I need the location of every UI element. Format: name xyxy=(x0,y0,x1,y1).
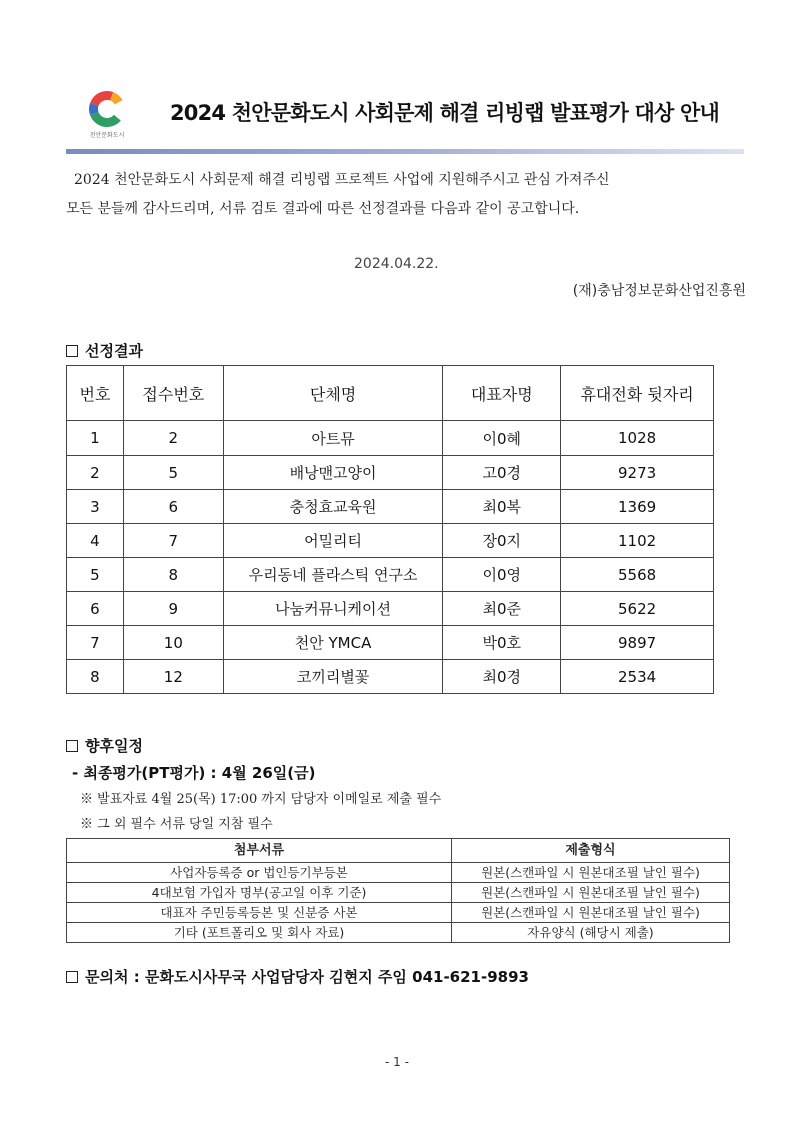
page-number: - 1 - xyxy=(385,1055,409,1069)
required-documents-table xyxy=(66,838,730,943)
cell-rep: 고0경 xyxy=(443,456,561,490)
cell-rep: 장0지 xyxy=(443,524,561,558)
logo-mark-icon xyxy=(82,90,132,130)
cell-group: 나눔커뮤니케이션 xyxy=(223,592,443,626)
schedule-heading xyxy=(66,735,143,756)
table-row xyxy=(67,903,730,923)
table-row xyxy=(67,883,730,903)
cell-group: 천안 YMCA xyxy=(223,626,443,660)
cell-rep: 최0경 xyxy=(443,660,561,694)
cell-phone: 2534 xyxy=(561,660,714,694)
table-row xyxy=(67,456,714,490)
table-row xyxy=(67,490,714,524)
logo-text: 천안문화도시 xyxy=(89,132,125,139)
col-header: 대표자명 xyxy=(443,366,561,421)
col-header: 첨부서류 xyxy=(67,839,452,863)
cell-document: 4대보험 가입자 명부(공고일 이후 기준) xyxy=(67,883,452,903)
cell-group: 충청효교육원 xyxy=(223,490,443,524)
cell-no: 2 xyxy=(67,456,124,490)
cell-rep: 최0복 xyxy=(443,490,561,524)
cell-no: 6 xyxy=(67,592,124,626)
cell-phone: 1028 xyxy=(561,421,714,456)
cell-receipt: 10 xyxy=(123,626,223,660)
table-row xyxy=(67,626,714,660)
cell-phone: 5622 xyxy=(561,592,714,626)
cell-document: 대표자 주민등록등본 및 신분증 사본 xyxy=(67,903,452,923)
cell-group: 어밀리티 xyxy=(223,524,443,558)
selection-table-header xyxy=(67,366,714,421)
contact-line xyxy=(66,966,529,987)
cell-rep: 최0준 xyxy=(443,592,561,626)
cell-receipt: 12 xyxy=(123,660,223,694)
cell-group: 우리동네 플라스틱 연구소 xyxy=(223,558,443,592)
col-header: 번호 xyxy=(67,366,124,421)
announcement-date: 2024.04.22. xyxy=(354,256,439,272)
intro-line-1: 2024 천안문화도시 사회문제 해결 리빙랩 프로젝트 사업에 지원해주시고 관심 가져주신 xyxy=(74,172,610,188)
cell-no: 7 xyxy=(67,626,124,660)
cell-no: 4 xyxy=(67,524,124,558)
cell-group: 배낭맨고양이 xyxy=(223,456,443,490)
cell-receipt: 8 xyxy=(123,558,223,592)
checkbox-square-icon xyxy=(66,345,78,357)
documents-table-header xyxy=(67,839,730,863)
schedule-note-2: ※ 그 외 필수 서류 당일 지참 필수 xyxy=(80,817,273,832)
selection-table xyxy=(66,365,714,694)
table-row xyxy=(67,923,730,943)
col-header: 휴대전화 뒷자리 xyxy=(561,366,714,421)
cell-phone: 9897 xyxy=(561,626,714,660)
cell-receipt: 7 xyxy=(123,524,223,558)
cell-rep: 이0영 xyxy=(443,558,561,592)
cell-document: 기타 (포트폴리오 및 회사 자료) xyxy=(67,923,452,943)
cell-rep: 박0호 xyxy=(443,626,561,660)
table-row xyxy=(67,558,714,592)
cell-receipt: 5 xyxy=(123,456,223,490)
intro-paragraph xyxy=(66,166,746,224)
table-row xyxy=(67,660,714,694)
intro-line-2: 모든 분들께 감사드리며, 서류 검토 결과에 따른 선정결과를 다음과 같이 공고합니다. xyxy=(66,201,580,217)
cell-phone: 1102 xyxy=(561,524,714,558)
document-title: 2024 천안문화도시 사회문제 해결 리빙랩 발표평가 대상 안내 xyxy=(170,101,720,125)
cell-receipt: 6 xyxy=(123,490,223,524)
schedule-note-1: ※ 발표자료 4월 25(목) 17:00 까지 담당자 이메일로 제출 필수 xyxy=(80,792,442,807)
final-evaluation-date: - 최종평가(PT평가) : 4월 26일(금) xyxy=(72,764,316,782)
cell-document: 사업자등록증 or 법인등기부등본 xyxy=(67,863,452,883)
selection-heading xyxy=(66,340,143,361)
col-header: 접수번호 xyxy=(123,366,223,421)
cell-phone: 5568 xyxy=(561,558,714,592)
cell-no: 1 xyxy=(67,421,124,456)
cell-group: 아트뮤 xyxy=(223,421,443,456)
cell-format: 원본(스캔파일 시 원본대조필 날인 필수) xyxy=(452,903,730,923)
cell-no: 5 xyxy=(67,558,124,592)
cell-format: 원본(스캔파일 시 원본대조필 날인 필수) xyxy=(452,863,730,883)
cell-rep: 이0혜 xyxy=(443,421,561,456)
cell-phone: 9273 xyxy=(561,456,714,490)
table-row xyxy=(67,524,714,558)
col-header: 제출형식 xyxy=(452,839,730,863)
cell-group: 코끼리별꽃 xyxy=(223,660,443,694)
cell-receipt: 9 xyxy=(123,592,223,626)
organization-name: (재)충남정보문화산업진흥원 xyxy=(572,283,746,299)
logo xyxy=(82,90,132,146)
checkbox-square-icon xyxy=(66,740,78,752)
col-header: 단체명 xyxy=(223,366,443,421)
table-row xyxy=(67,592,714,626)
cell-format: 원본(스캔파일 시 원본대조필 날인 필수) xyxy=(452,883,730,903)
cell-no: 8 xyxy=(67,660,124,694)
schedule-heading-text: 향후일정 xyxy=(85,737,143,755)
cell-phone: 1369 xyxy=(561,490,714,524)
cell-format: 자유양식 (해당시 제출) xyxy=(452,923,730,943)
table-row xyxy=(67,863,730,883)
checkbox-square-icon xyxy=(66,971,78,983)
cell-no: 3 xyxy=(67,490,124,524)
title-underline xyxy=(66,149,744,154)
cell-receipt: 2 xyxy=(123,421,223,456)
selection-heading-text: 선정결과 xyxy=(85,342,143,360)
table-row xyxy=(67,421,714,456)
contact-text: 문의처 : 문화도시사무국 사업담당자 김현지 주임 041-621-9893 xyxy=(85,968,529,986)
